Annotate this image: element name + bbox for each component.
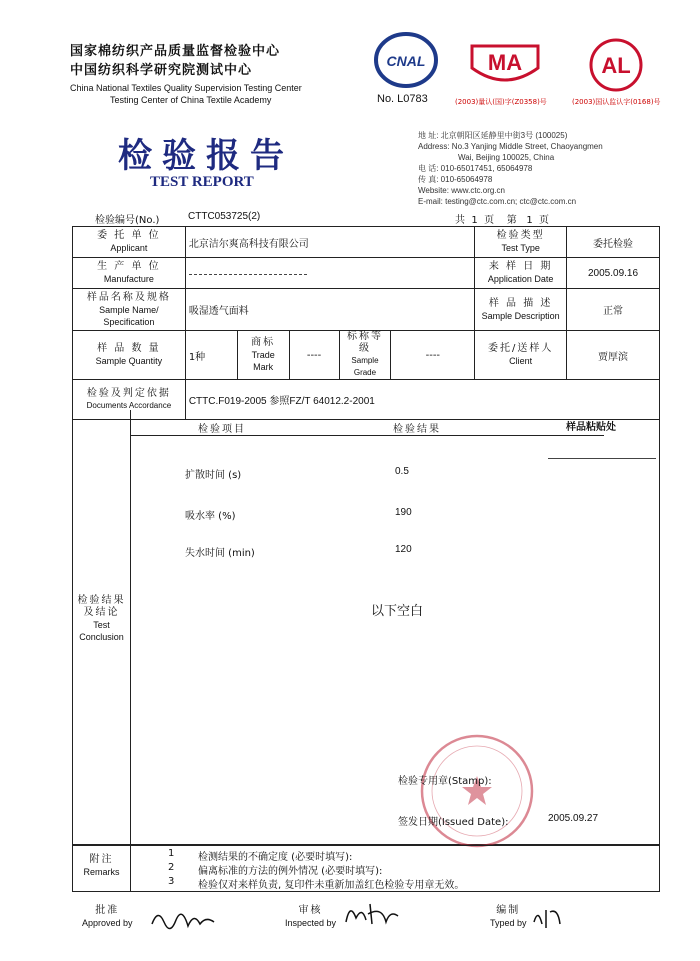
label-cn: 委托/送样人 [487,343,554,354]
trademark-value: ---- [289,331,339,380]
address-line: 地 址: 北京朝阳区延静里中街3号 (100025) [418,131,568,140]
cal-logo [580,36,652,94]
result-item-name: 扩散时间 (s) [185,470,242,481]
label-cn: 检验及判定依据 [86,387,171,399]
official-stamp [418,732,536,850]
report-info-table [72,226,660,420]
label-cn: 样 品 描 述 [488,297,553,309]
test-type-value: 委托检验 [567,227,660,258]
result-item-name: 失水时间 (min) [185,548,255,559]
blank-note: 以下空白 [371,604,424,619]
label-en: Client [509,356,533,366]
report-no-value: CTTC053725(2) [188,211,261,222]
cma-logo [462,38,548,94]
manufacture-value [185,258,474,289]
label-en: Sample Quantity [95,356,163,366]
inspected-label [285,905,336,929]
applicant-label [73,227,186,258]
label-cn: 附注 [89,854,114,865]
applicant-value: 北京洁尔爽高科技有限公司 [185,227,474,258]
results-section [72,410,660,845]
sample-name-label [73,289,186,331]
label-cn: 商标 [251,337,276,348]
result-item-name: 吸水率 (%) [185,511,236,522]
sample-name-value: 吸湿透气面料 [185,289,474,331]
manufacture-blank-line [189,274,307,275]
client-value: 贾厚滨 [567,331,660,380]
label-en: Trade Mark [251,350,275,372]
label-en: Inspected by [285,918,337,928]
label-en: Test [93,620,110,630]
remark-number: 3 [168,876,175,887]
report-no-label: 检验编号(No.) [95,215,160,226]
org-name-en-2: Testing Center of China Textile Academy [110,95,272,105]
remark-text: 偏离标准的方法的例外情况 (必要时填写): [198,866,383,877]
typed-signature [530,902,566,937]
result-item-value: 190 [395,507,412,518]
app-date-label [475,258,567,289]
client-label [475,331,567,380]
result-item-value: 0.5 [395,466,409,477]
label-cn: 编制 [496,905,521,916]
label-en: Typed by [490,918,527,928]
quantity-label [73,331,186,380]
issued-date-label: 签发日期(Issued Date): [398,817,509,828]
label-en: Conclusion [79,632,124,642]
col-item-header: 检验项目 [198,424,246,435]
manufacture-label [73,258,186,289]
label-en: Test Type [501,243,540,253]
label-cn: 标称等级 [346,331,383,354]
fax-line: 传 真: 010-65064978 [418,175,493,184]
col-sample-header: 样品粘贴处 [566,422,616,433]
remark-number: 2 [168,862,175,873]
result-item-value: 120 [395,544,412,555]
approved-signature [148,902,218,939]
label-en: Application Date [487,274,554,284]
quantity-value: 1种 [185,331,237,380]
label-cn: 样品名称及规格 [86,291,171,303]
remarks-divider [130,846,131,891]
label-en: Approved by [82,918,133,928]
sample-paste-line [548,458,656,459]
results-header-line [131,435,604,436]
address-block [418,130,688,207]
address-line: Wai, Beijing 100025, China [458,153,555,162]
label-en: Documents Accordance [86,400,172,410]
grade-label [339,331,391,380]
typed-label [490,905,527,929]
cnal-logo [372,30,440,92]
address-line: Address: No.3 Yanjing Middle Street, Chaoyangmen [418,142,603,151]
website-line: Website: www.ctc.org.cn [418,186,505,195]
documents-value: CTTC.F019-2005 参照FZ/T 64012.2-2001 [185,380,659,420]
svg-text:MA: MA [487,50,523,75]
remarks-section [72,845,660,892]
stamp-label: 检验专用章(Stamp): [398,776,492,787]
trademark-label [237,331,289,380]
label-en: Applicant [110,243,148,253]
svg-text:AL: AL [601,53,631,78]
app-date-value: 2005.09.16 [567,258,660,289]
label-cn: 样 品 数 量 [97,343,161,354]
label-cn: 批准 [95,905,120,916]
sample-desc-label [475,289,567,331]
label-cn: 及结论 [83,607,120,618]
label-cn: 生 产 单 位 [97,261,161,272]
page-count: 共 1 页 第 1 页 [455,215,550,226]
label-en: Sample Name/ [99,304,159,315]
label-en: Manufacture [103,274,154,284]
org-name-en-1: China National Textiles Quality Supervision Testing Center [70,83,302,93]
remarks-label [73,854,130,878]
cnal-number: No. L0783 [377,93,428,105]
col-result-header: 检验结果 [393,424,441,435]
grade-value: ---- [391,331,475,380]
cal-caption: (2003)国认监认字(0168)号 [572,98,661,106]
label-cn: 检验类型 [496,230,545,241]
label-cn: 委 托 单 位 [97,230,161,241]
label-cn: 审核 [298,905,323,916]
org-name-cn-1: 国家棉纺织产品质量监督检验中心 [70,44,281,59]
svg-text:CNAL: CNAL [386,53,426,69]
remark-text: 检测结果的不确定度 (必要时填写): [198,852,353,863]
label-en: Remarks [83,867,120,877]
label-cn: 来 样 日 期 [488,261,553,272]
remark-number: 1 [168,848,175,859]
results-divider [130,410,131,844]
report-title-en: TEST REPORT [150,174,254,190]
label-en: Sample Grade [351,356,379,377]
label-en: Specification [103,316,155,327]
label-en: Sample Description [481,310,560,321]
org-name-cn-2: 中国纺织科学研究院测试中心 [70,63,253,78]
cma-caption: (2003)量认(国)字(Z0358)号 [455,98,547,106]
email-line: E-mail: testing@ctc.com.cn; ctc@ctc.com.cn [418,197,577,206]
report-title-cn: 检验报告 [118,136,294,176]
inspected-signature [342,898,402,935]
results-side-label [73,595,130,643]
approved-label [82,905,133,929]
sample-desc-value: 正常 [567,289,660,331]
issued-date-value: 2005.09.27 [548,813,599,824]
test-type-label [475,227,567,258]
phone-line: 电 话: 010-65017451, 65064978 [418,164,533,173]
remark-text: 检验仅对来样负责, 复印件未重新加盖红色检验专用章无效。 [198,880,465,891]
label-cn: 检验结果 [77,595,126,606]
